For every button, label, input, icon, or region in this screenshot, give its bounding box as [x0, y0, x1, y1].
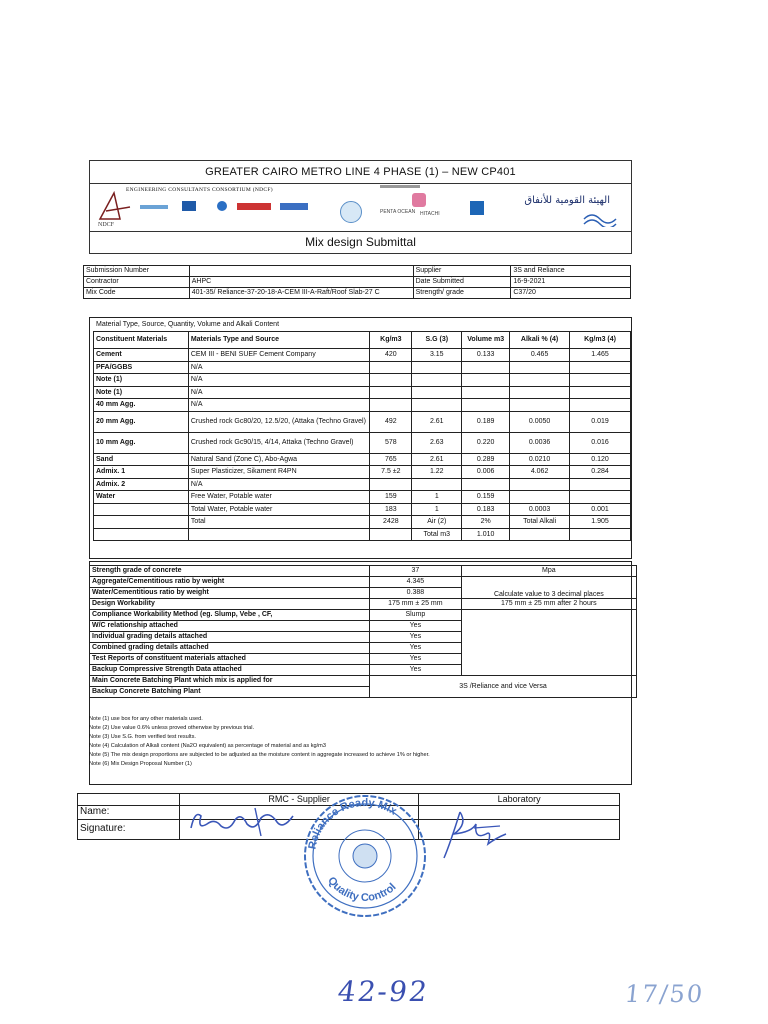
notes-list: [89, 715, 430, 769]
property-value: 37: [370, 566, 462, 577]
quality-control-stamp-icon: [295, 790, 435, 920]
table-cell: [412, 374, 462, 387]
table-cell: 0.001: [570, 503, 631, 516]
stamp-top-text: Reliance Ready Mix: [306, 797, 399, 851]
note-line: Note (2) Use value 0.6% unless proved otherwise by previous trial.: [89, 725, 255, 731]
material-row: [94, 374, 631, 387]
material-row: [94, 478, 631, 491]
column-header: Alkali % (4): [510, 332, 570, 349]
property-blank: [461, 610, 636, 676]
table-cell: [570, 491, 631, 504]
column-header: S.G (3): [412, 332, 462, 349]
table-cell: [370, 399, 412, 412]
property-value: 4.345: [370, 577, 462, 588]
table-cell: [570, 386, 631, 399]
partner-logo-icon: [280, 203, 308, 210]
table-cell: Natural Sand (Zone C), Abo-Agwa: [188, 453, 370, 466]
table-cell: [510, 374, 570, 387]
table-cell: 7.5 ±2: [370, 466, 412, 479]
property-label: Design Workability: [90, 599, 370, 610]
materials-table: [93, 331, 631, 541]
materials-section-title: Material Type, Source, Quantity, Volume and Alkali Content: [96, 321, 280, 328]
property-label: Strength grade of concrete: [90, 566, 370, 577]
table-cell: 0.120: [570, 453, 631, 466]
table-cell: [370, 374, 412, 387]
main-plant-label: Main Concrete Batching Plant which mix is applied for: [90, 676, 370, 687]
table-cell: N/A: [188, 361, 370, 374]
material-row: [94, 516, 631, 529]
table-cell: [370, 478, 412, 491]
info-value: 3S and Reliance: [511, 266, 631, 277]
info-label: Mix Code: [84, 288, 190, 299]
note-line: Note (5) The mix design proportions are subjected to be adjusted as the moisture content in aggregate increased to achieve 1% or higher.: [89, 752, 430, 758]
material-name-cell: Note (1): [94, 374, 189, 387]
material-name-cell: 40 mm Agg.: [94, 399, 189, 412]
material-row: [94, 466, 631, 479]
material-row: [94, 432, 631, 453]
info-value: 16-9-2021: [511, 277, 631, 288]
partner-logo-icon: [140, 205, 168, 209]
backup-plant-label: Backup Concrete Batching Plant: [90, 687, 370, 698]
table-cell: 0.284: [570, 466, 631, 479]
table-cell: [510, 491, 570, 504]
partner-logo-icon: [217, 201, 227, 211]
note-line: Note (4) Calculation of Alkali content (Na2O equivalent) as percentage of material and as kg/m3: [89, 743, 326, 749]
check-label: Combined grading details attached: [90, 643, 370, 654]
ndcf-logo-text: NDCF: [98, 222, 115, 227]
table-cell: N/A: [188, 399, 370, 412]
info-value: [189, 266, 413, 277]
info-value: 401-35/ Reliance-37-20-18-A-CEM III-A-Raft/Roof Slab-27 C: [189, 288, 413, 299]
info-label: Contractor: [84, 277, 190, 288]
table-cell: [570, 528, 631, 541]
table-cell: 0.220: [462, 432, 510, 453]
signature-label: Signature:: [78, 820, 180, 840]
table-cell: Super Plasticizer, Sikament R4PN: [188, 466, 370, 479]
info-label: Supplier: [413, 266, 511, 277]
table-cell: 492: [370, 411, 412, 432]
material-row: [94, 528, 631, 541]
material-row: [94, 503, 631, 516]
laboratory-label: Laboratory: [419, 794, 620, 806]
table-cell: 0.159: [462, 491, 510, 504]
material-name-cell: [94, 528, 189, 541]
handwritten-page-code: 42-92: [335, 975, 432, 1008]
table-cell: Air (2): [412, 516, 462, 529]
table-cell: [570, 361, 631, 374]
properties-table: [89, 565, 637, 698]
table-cell: 2.61: [412, 453, 462, 466]
table-cell: 0.016: [570, 432, 631, 453]
material-name-cell: Note (1): [94, 386, 189, 399]
table-cell: Total m3: [412, 528, 462, 541]
stamp-bottom-text: Quality Control: [325, 874, 399, 904]
property-note: 175 mm ± 25 mm after 2 hours: [461, 599, 636, 610]
table-cell: 578: [370, 432, 412, 453]
table-cell: 0.183: [462, 503, 510, 516]
check-label: W/C relationship attached: [90, 621, 370, 632]
table-cell: N/A: [188, 478, 370, 491]
table-cell: N/A: [188, 374, 370, 387]
column-header: Constituent Materials: [94, 332, 189, 349]
material-name-cell: Cement: [94, 349, 189, 362]
table-cell: Total Alkali: [510, 516, 570, 529]
table-cell: 2.63: [412, 432, 462, 453]
table-cell: 1.22: [412, 466, 462, 479]
property-value: 0.388: [370, 588, 462, 599]
material-name-cell: Sand: [94, 453, 189, 466]
check-value: Yes: [370, 621, 462, 632]
middle-logo-caption-icon: [380, 185, 420, 188]
check-label: Test Reports of constituent materials attached: [90, 654, 370, 665]
table-cell: [570, 478, 631, 491]
table-cell: [412, 386, 462, 399]
note-line: Note (1) use box for any other materials used.: [89, 716, 203, 722]
table-cell: CEM III - BENI SUEF Cement Company: [188, 349, 370, 362]
partner-logo-icon: [237, 203, 271, 210]
name-label: Name:: [78, 806, 180, 820]
info-label: Date Submitted: [413, 277, 511, 288]
material-name-cell: Admix. 1: [94, 466, 189, 479]
table-cell: Crushed rock Gc80/20, 12.5/20, (Attaka (Techno Gravel): [188, 411, 370, 432]
table-cell: 0.189: [462, 411, 510, 432]
middle-logo-text: PENTA OCEAN: [380, 209, 416, 215]
material-name-cell: [94, 503, 189, 516]
table-cell: 0.0210: [510, 453, 570, 466]
material-row: [94, 411, 631, 432]
table-cell: Crushed rock Gc90/15, 4/14, Attaka (Techno Gravel): [188, 432, 370, 453]
table-cell: [462, 386, 510, 399]
nat-authority-logo-text: الهيئة القومية للأنفاق: [524, 195, 610, 206]
table-cell: [370, 361, 412, 374]
table-cell: 0.289: [462, 453, 510, 466]
material-name-cell: 10 mm Agg.: [94, 432, 189, 453]
table-cell: 3.15: [412, 349, 462, 362]
table-cell: 1: [412, 491, 462, 504]
table-cell: [510, 399, 570, 412]
column-header: Materials Type and Source: [188, 332, 370, 349]
material-row: [94, 349, 631, 362]
note-line: Note (6) Mix Design Proposal Number (1): [89, 761, 192, 767]
table-cell: [510, 528, 570, 541]
table-cell: 0.133: [462, 349, 510, 362]
column-header: Kg/m3: [370, 332, 412, 349]
table-cell: 765: [370, 453, 412, 466]
table-cell: [462, 374, 510, 387]
table-cell: Free Water, Potable water: [188, 491, 370, 504]
middle-logo-icon: [470, 201, 484, 215]
info-value: C37/20: [511, 288, 631, 299]
check-value: Yes: [370, 665, 462, 676]
table-cell: [370, 386, 412, 399]
wave-logo-icon: [582, 209, 622, 227]
table-cell: 4.062: [510, 466, 570, 479]
sig-corner: [78, 794, 180, 806]
ndcf-logo-icon: [96, 187, 136, 227]
material-row: [94, 386, 631, 399]
table-cell: [188, 528, 370, 541]
info-value: AHPC: [189, 277, 413, 288]
material-name-cell: Water: [94, 491, 189, 504]
table-cell: 1.010: [462, 528, 510, 541]
consortium-name: ENGINEERING CONSULTANTS CONSORTIUM (NDCF): [126, 187, 273, 193]
property-value: Slump: [370, 610, 462, 621]
plants-value: 3S /Reliance and vice Versa: [370, 676, 637, 698]
column-header: Kg/m3 (4): [570, 332, 631, 349]
check-value: Yes: [370, 632, 462, 643]
material-name-cell: [94, 516, 189, 529]
property-value: 175 mm ± 25 mm: [370, 599, 462, 610]
table-cell: [412, 361, 462, 374]
check-value: Yes: [370, 643, 462, 654]
supplier-signature-icon: [185, 802, 305, 842]
logo-strip: [89, 183, 632, 232]
partner-logo-icon: [182, 201, 196, 211]
table-cell: 183: [370, 503, 412, 516]
property-unit: Mpa: [461, 566, 636, 577]
handwritten-page-count: 17/50: [623, 980, 706, 1008]
table-cell: Total: [188, 516, 370, 529]
material-name-cell: 20 mm Agg.: [94, 411, 189, 432]
check-label: Backup Compressive Strength Data attached: [90, 665, 370, 676]
submittal-title: Mix design Submittal: [89, 231, 632, 254]
column-header: Volume m3: [462, 332, 510, 349]
property-note: Calculate value to 3 decimal places: [461, 577, 636, 599]
lab-signature-icon: [430, 804, 520, 864]
table-cell: 0.0003: [510, 503, 570, 516]
property-label: Compliance Workability Method (eg. Slump, Vebe , CF,: [90, 610, 370, 621]
table-cell: [570, 399, 631, 412]
material-name-cell: Admix. 2: [94, 478, 189, 491]
info-label: Strength/ grade: [413, 288, 511, 299]
table-cell: 0.0050: [510, 411, 570, 432]
materials-header-row: [94, 332, 631, 349]
table-cell: [370, 528, 412, 541]
material-row: [94, 491, 631, 504]
table-cell: 1.905: [570, 516, 631, 529]
info-label: Submission Number: [84, 266, 190, 277]
table-cell: [510, 478, 570, 491]
material-row: [94, 453, 631, 466]
note-line: Note (3) Use S.G. from verified test results.: [89, 734, 196, 740]
table-cell: 0.465: [510, 349, 570, 362]
material-row: [94, 361, 631, 374]
table-cell: 0.0036: [510, 432, 570, 453]
table-cell: 159: [370, 491, 412, 504]
middle-logo-icon: [340, 201, 362, 223]
table-cell: 2428: [370, 516, 412, 529]
table-cell: [462, 399, 510, 412]
document-title: GREATER CAIRO METRO LINE 4 PHASE (1) – NEW CP401: [89, 160, 632, 184]
table-cell: 0.006: [462, 466, 510, 479]
rmc-supplier-label: RMC - Supplier: [179, 794, 419, 806]
table-cell: Total Water, Potable water: [188, 503, 370, 516]
table-cell: 2.61: [412, 411, 462, 432]
table-cell: [462, 478, 510, 491]
table-cell: 2%: [462, 516, 510, 529]
table-cell: [412, 399, 462, 412]
middle-logo-text: HITACHI: [420, 211, 440, 217]
middle-logo-icon: [412, 193, 426, 207]
table-cell: [570, 374, 631, 387]
property-label: Aggregate/Cementitious ratio by weight: [90, 577, 370, 588]
table-cell: 420: [370, 349, 412, 362]
material-name-cell: PFA/GGBS: [94, 361, 189, 374]
submission-info-table: [83, 265, 631, 299]
table-cell: [462, 361, 510, 374]
table-cell: N/A: [188, 386, 370, 399]
table-cell: 1: [412, 503, 462, 516]
check-value: Yes: [370, 654, 462, 665]
material-row: [94, 399, 631, 412]
property-label: Water/Cementitious ratio by weight: [90, 588, 370, 599]
table-cell: 1.465: [570, 349, 631, 362]
check-label: Individual grading details attached: [90, 632, 370, 643]
table-cell: [412, 478, 462, 491]
table-cell: [510, 361, 570, 374]
table-cell: 0.019: [570, 411, 631, 432]
table-cell: [510, 386, 570, 399]
